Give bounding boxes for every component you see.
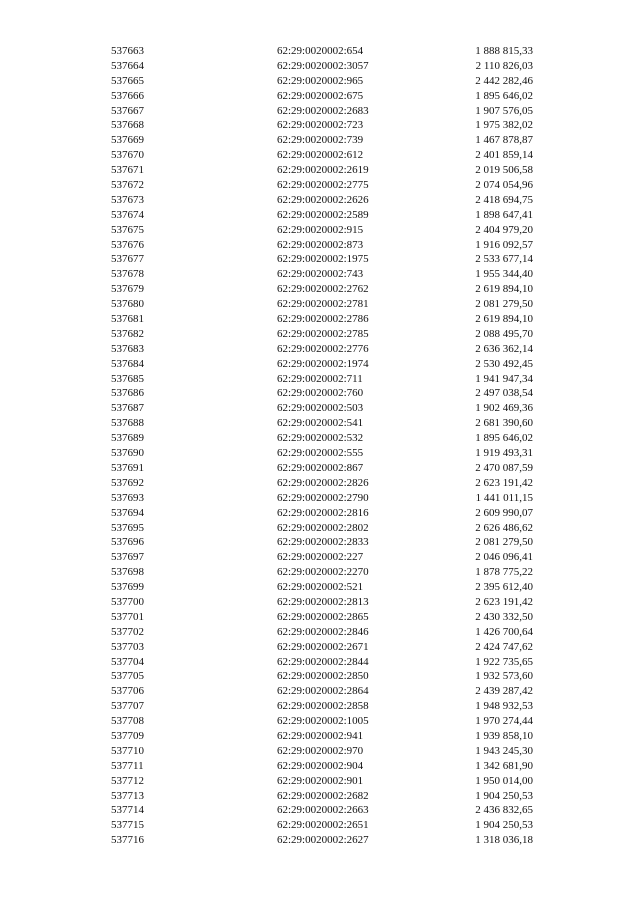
cadastral-number-cell: 62:29:0020002:2826 (277, 476, 369, 489)
row-number-cell: 537702 (111, 625, 144, 638)
cadastral-number-cell: 62:29:0020002:541 (277, 417, 364, 430)
cadastral-number-cell: 62:29:0020002:1005 (277, 715, 369, 728)
cadastral-value-cell: 2 418 694,75 (475, 193, 533, 206)
cadastral-value-cell: 1 898 647,41 (475, 208, 533, 221)
cadastral-value-cell: 1 939 858,10 (475, 729, 533, 742)
cadastral-value-cell: 1 426 700,64 (475, 625, 533, 638)
cadastral-number-cell: 62:29:0020002:2790 (277, 491, 369, 504)
table-row (0, 521, 640, 536)
row-number-cell: 537712 (111, 774, 144, 787)
cadastral-value-cell: 2 623 191,42 (475, 595, 533, 608)
cadastral-number-cell: 62:29:0020002:915 (277, 223, 364, 236)
cadastral-value-cell: 2 088 495,70 (475, 327, 533, 340)
cadastral-value-cell: 1 975 382,02 (475, 119, 533, 132)
cadastral-number-cell: 62:29:0020002:227 (277, 551, 364, 564)
row-number-cell: 537696 (111, 536, 144, 549)
cadastral-value-cell: 1 888 815,33 (475, 45, 533, 57)
row-number-cell: 537688 (111, 417, 144, 430)
table-row (0, 461, 640, 476)
row-number-cell: 537687 (111, 402, 144, 415)
cadastral-value-cell: 2 619 894,10 (475, 283, 533, 296)
cadastral-value-cell: 1 922 735,65 (475, 655, 533, 668)
table-row (0, 59, 640, 74)
table-row (0, 580, 640, 595)
table-row (0, 476, 640, 491)
row-number-cell: 537686 (111, 387, 144, 400)
row-number-cell: 537668 (111, 119, 144, 132)
table-row (0, 416, 640, 431)
table-row (0, 506, 640, 521)
table-row (0, 372, 640, 387)
row-number-cell: 537705 (111, 670, 144, 683)
row-number-cell: 537700 (111, 595, 144, 608)
cadastral-value-cell: 2 497 038,54 (475, 387, 533, 400)
row-number-cell: 537714 (111, 804, 144, 817)
row-number-cell: 537698 (111, 566, 144, 579)
cadastral-value-cell: 2 681 390,60 (475, 417, 533, 430)
cadastral-value-cell: 1 950 014,00 (475, 774, 533, 787)
row-number-cell: 537697 (111, 551, 144, 564)
cadastral-value-cell: 2 074 054,96 (475, 179, 533, 192)
cadastral-value-cell: 2 623 191,42 (475, 476, 533, 489)
cadastral-number-cell: 62:29:0020002:2850 (277, 670, 369, 683)
row-number-cell: 537692 (111, 476, 144, 489)
table-row (0, 625, 640, 640)
cadastral-value-cell: 1 941 947,34 (475, 372, 533, 385)
cadastral-value-cell: 2 019 506,58 (475, 164, 533, 177)
table-row (0, 699, 640, 714)
row-number-cell: 537683 (111, 342, 144, 355)
cadastral-number-cell: 62:29:0020002:2589 (277, 208, 369, 221)
row-number-cell: 537682 (111, 327, 144, 340)
cadastral-number-cell: 62:29:0020002:873 (277, 238, 364, 251)
cadastral-value-cell: 2 395 612,40 (475, 581, 533, 594)
table-row (0, 714, 640, 729)
cadastral-number-cell: 62:29:0020002:2846 (277, 625, 369, 638)
table-row (0, 342, 640, 357)
table-row (0, 491, 640, 506)
row-number-cell: 537666 (111, 89, 144, 102)
cadastral-value-cell: 1 948 932,53 (475, 700, 533, 713)
table-row (0, 297, 640, 312)
cadastral-value-cell: 1 895 646,02 (475, 432, 533, 445)
row-number-cell: 537699 (111, 581, 144, 594)
cadastral-number-cell: 62:29:0020002:2651 (277, 819, 369, 832)
row-number-cell: 537671 (111, 164, 144, 177)
cadastral-number-cell: 62:29:0020002:532 (277, 432, 364, 445)
row-number-cell: 537664 (111, 59, 144, 72)
row-number-cell: 537685 (111, 372, 144, 385)
row-number-cell: 537694 (111, 506, 144, 519)
table-row (0, 327, 640, 342)
table-row (0, 357, 640, 372)
cadastral-value-cell: 2 404 979,20 (475, 223, 533, 236)
cadastral-number-cell: 62:29:0020002:941 (277, 729, 364, 742)
table-row (0, 669, 640, 684)
cadastral-number-cell: 62:29:0020002:2270 (277, 566, 369, 579)
cadastral-number-cell: 62:29:0020002:555 (277, 447, 364, 460)
table-row (0, 238, 640, 253)
cadastral-number-cell: 62:29:0020002:1975 (277, 253, 369, 266)
table-row (0, 535, 640, 550)
cadastral-number-cell: 62:29:0020002:503 (277, 402, 364, 415)
table-row (0, 104, 640, 119)
cadastral-number-cell: 62:29:0020002:2663 (277, 804, 369, 817)
cadastral-number-cell: 62:29:0020002:2816 (277, 506, 369, 519)
row-number-cell: 537693 (111, 491, 144, 504)
table-row (0, 610, 640, 625)
cadastral-value-cell: 2 430 332,50 (475, 610, 533, 623)
cadastral-number-cell: 62:29:0020002:965 (277, 74, 364, 87)
row-number-cell: 537679 (111, 283, 144, 296)
row-number-cell: 537708 (111, 715, 144, 728)
row-number-cell: 537676 (111, 238, 144, 251)
cadastral-number-cell: 62:29:0020002:2864 (277, 685, 369, 698)
table-row (0, 44, 640, 59)
cadastral-value-cell: 2 470 087,59 (475, 461, 533, 474)
table-row (0, 312, 640, 327)
row-number-cell: 537690 (111, 447, 144, 460)
table-row (0, 133, 640, 148)
cadastral-value-cell: 1 441 011,15 (475, 491, 533, 504)
row-number-cell: 537695 (111, 521, 144, 534)
row-number-cell: 537670 (111, 149, 144, 162)
cadastral-number-cell: 62:29:0020002:2813 (277, 595, 369, 608)
row-number-cell: 537678 (111, 268, 144, 281)
table-row (0, 655, 640, 670)
row-number-cell: 537713 (111, 789, 144, 802)
cadastral-value-cell: 1 970 274,44 (475, 715, 533, 728)
cadastral-number-cell: 62:29:0020002:2785 (277, 327, 369, 340)
cadastral-number-cell: 62:29:0020002:2844 (277, 655, 369, 668)
cadastral-number-cell: 62:29:0020002:760 (277, 387, 364, 400)
cadastral-number-cell: 62:29:0020002:2833 (277, 536, 369, 549)
row-number-cell: 537667 (111, 104, 144, 117)
cadastral-value-cell: 2 442 282,46 (475, 74, 533, 87)
cadastral-number-cell: 62:29:0020002:521 (277, 581, 364, 594)
cadastral-value-cell: 2 110 826,03 (475, 59, 533, 72)
row-number-cell: 537689 (111, 432, 144, 445)
cadastral-number-cell: 62:29:0020002:2786 (277, 313, 369, 326)
table-row (0, 118, 640, 133)
table-row (0, 267, 640, 282)
cadastral-number-cell: 62:29:0020002:675 (277, 89, 364, 102)
cadastral-number-cell: 62:29:0020002:2671 (277, 640, 369, 653)
cadastral-number-cell: 62:29:0020002:867 (277, 461, 364, 474)
table-row (0, 789, 640, 804)
cadastral-number-cell: 62:29:0020002:739 (277, 134, 364, 147)
row-number-cell: 537672 (111, 179, 144, 192)
cadastral-number-cell: 62:29:0020002:3057 (277, 59, 369, 72)
table-row (0, 595, 640, 610)
cadastral-value-cell: 2 081 279,50 (475, 536, 533, 549)
table-row (0, 148, 640, 163)
table-row (0, 729, 640, 744)
cadastral-value-cell: 2 046 096,41 (475, 551, 533, 564)
cadastral-value-cell: 1 895 646,02 (475, 89, 533, 102)
table-row (0, 565, 640, 580)
table-row (0, 163, 640, 178)
cadastral-value-cell: 1 932 573,60 (475, 670, 533, 683)
cadastral-value-cell: 1 907 576,05 (475, 104, 533, 117)
row-number-cell: 537710 (111, 744, 144, 757)
cadastral-value-cell: 1 916 092,57 (475, 238, 533, 251)
cadastral-value-cell: 1 878 775,22 (475, 566, 533, 579)
cadastral-number-cell: 62:29:0020002:901 (277, 774, 364, 787)
table-row (0, 282, 640, 297)
table-row (0, 208, 640, 223)
cadastral-value-cell: 1 342 681,90 (475, 759, 533, 772)
cadastral-value-cell: 1 467 878,87 (475, 134, 533, 147)
cadastral-number-cell: 62:29:0020002:612 (277, 149, 364, 162)
row-number-cell: 537707 (111, 700, 144, 713)
cadastral-value-cell: 2 619 894,10 (475, 313, 533, 326)
row-number-cell: 537715 (111, 819, 144, 832)
row-number-cell: 537711 (111, 759, 144, 772)
table-row (0, 550, 640, 565)
table-row (0, 833, 640, 848)
row-number-cell: 537663 (111, 45, 144, 57)
cadastral-value-cell: 2 401 859,14 (475, 149, 533, 162)
row-number-cell: 537703 (111, 640, 144, 653)
table-row (0, 774, 640, 789)
cadastral-number-cell: 62:29:0020002:654 (277, 45, 364, 57)
row-number-cell: 537681 (111, 313, 144, 326)
table-row (0, 252, 640, 267)
cadastral-number-cell: 62:29:0020002:904 (277, 759, 364, 772)
cadastral-value-cell: 1 318 036,18 (475, 834, 533, 847)
table-row (0, 386, 640, 401)
row-number-cell: 537674 (111, 208, 144, 221)
cadastral-value-cell: 2 609 990,07 (475, 506, 533, 519)
table-row (0, 684, 640, 699)
row-number-cell: 537673 (111, 193, 144, 206)
row-number-cell: 537709 (111, 729, 144, 742)
row-number-cell: 537704 (111, 655, 144, 668)
cadastral-number-cell: 62:29:0020002:743 (277, 268, 364, 281)
cadastral-number-cell: 62:29:0020002:2865 (277, 610, 369, 623)
cadastral-value-cell: 2 533 677,14 (475, 253, 533, 266)
cadastral-value-cell: 1 904 250,53 (475, 789, 533, 802)
table-row (0, 193, 640, 208)
cadastral-value-cell: 1 904 250,53 (475, 819, 533, 832)
cadastral-number-cell: 62:29:0020002:723 (277, 119, 364, 132)
table-row (0, 818, 640, 833)
cadastral-value-cell: 2 424 747,62 (475, 640, 533, 653)
cadastral-value-cell: 1 955 344,40 (475, 268, 533, 281)
cadastral-value-cell: 1 919 493,31 (475, 447, 533, 460)
cadastral-number-cell: 62:29:0020002:2776 (277, 342, 369, 355)
table-row (0, 640, 640, 655)
cadastral-value-cell: 2 081 279,50 (475, 298, 533, 311)
table-row (0, 89, 640, 104)
cadastral-number-cell: 62:29:0020002:711 (277, 372, 363, 385)
row-number-cell: 537706 (111, 685, 144, 698)
cadastral-number-cell: 62:29:0020002:2627 (277, 834, 369, 847)
cadastral-number-cell: 62:29:0020002:2626 (277, 193, 369, 206)
row-number-cell: 537680 (111, 298, 144, 311)
cadastral-number-cell: 62:29:0020002:2762 (277, 283, 369, 296)
table-row (0, 401, 640, 416)
row-number-cell: 537716 (111, 834, 144, 847)
row-number-cell: 537677 (111, 253, 144, 266)
row-number-cell: 537684 (111, 357, 144, 370)
cadastral-number-cell: 62:29:0020002:1974 (277, 357, 369, 370)
table-row (0, 223, 640, 238)
cadastral-value-cell: 1 943 245,30 (475, 744, 533, 757)
cadastral-number-cell: 62:29:0020002:2682 (277, 789, 369, 802)
cadastral-value-cell: 2 439 287,42 (475, 685, 533, 698)
row-number-cell: 537669 (111, 134, 144, 147)
cadastral-number-cell: 62:29:0020002:2781 (277, 298, 369, 311)
table-row (0, 431, 640, 446)
cadastral-value-table (0, 44, 640, 848)
table-row (0, 744, 640, 759)
table-row (0, 759, 640, 774)
cadastral-value-cell: 2 626 486,62 (475, 521, 533, 534)
table-row (0, 446, 640, 461)
cadastral-value-cell: 1 902 469,36 (475, 402, 533, 415)
row-number-cell: 537701 (111, 610, 144, 623)
table-row (0, 74, 640, 89)
cadastral-number-cell: 62:29:0020002:970 (277, 744, 364, 757)
cadastral-value-cell: 2 636 362,14 (475, 342, 533, 355)
row-number-cell: 537665 (111, 74, 144, 87)
row-number-cell: 537691 (111, 461, 144, 474)
cadastral-number-cell: 62:29:0020002:2683 (277, 104, 369, 117)
cadastral-number-cell: 62:29:0020002:2775 (277, 179, 369, 192)
cadastral-number-cell: 62:29:0020002:2858 (277, 700, 369, 713)
table-row (0, 803, 640, 818)
cadastral-number-cell: 62:29:0020002:2619 (277, 164, 369, 177)
cadastral-number-cell: 62:29:0020002:2802 (277, 521, 369, 534)
table-row (0, 178, 640, 193)
cadastral-value-cell: 2 436 832,65 (475, 804, 533, 817)
cadastral-value-cell: 2 530 492,45 (475, 357, 533, 370)
row-number-cell: 537675 (111, 223, 144, 236)
